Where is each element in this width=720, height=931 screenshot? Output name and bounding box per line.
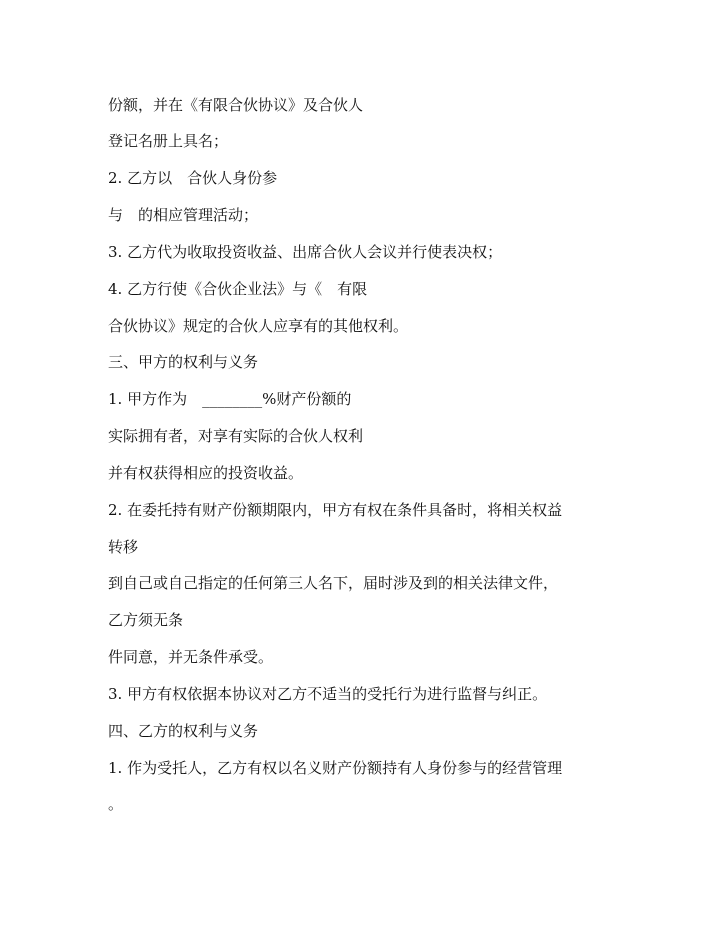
text-line: 1. 作为受托人，乙方有权以名义财产份额持有人身份参与的经营管理 [108,759,563,777]
text-line: 到自己或自己指定的任何第三人名下，届时涉及到的相关法律文件， [108,574,559,592]
text-line: 合伙协议》规定的合伙人应享有的其他权利。 [108,317,409,335]
text-line: 份额，并在《有限合伙协议》及合伙人 [108,96,364,114]
text-line: 乙方须无条 [108,611,184,629]
text-line: 转移 [108,538,139,556]
section-heading: 四、乙方的权利与义务 [108,722,259,740]
text-line: 3. 甲方有权依据本协议对乙方不适当的受托行为进行监督与纠正。 [108,685,548,703]
text-line: 2. 在委托持有财产份额期限内，甲方有权在条件具备时，将相关权益 [108,501,563,519]
text-line: 与 的相应管理活动； [108,206,259,224]
text-line: 3. 乙方代为收取投资收益、出席合伙人会议并行使表决权； [108,243,503,261]
section-heading: 三、甲方的权利与义务 [108,353,259,371]
text-line: 2. 乙方以 合伙人身份参 [108,169,278,187]
text-line: 1. 甲方作为 ________%财产份额的 [108,390,352,408]
text-line: 并有权获得相应的投资收益。 [108,464,304,482]
text-line: 。 [108,795,124,813]
text-line: 件同意，并无条件承受。 [108,648,274,666]
text-line: 实际拥有者，对享有实际的合伙人权利 [108,427,364,445]
text-line: 登记名册上具名； [108,132,229,150]
text-line: 4. 乙方行使《合伙企业法》与《 有限 [108,280,368,298]
